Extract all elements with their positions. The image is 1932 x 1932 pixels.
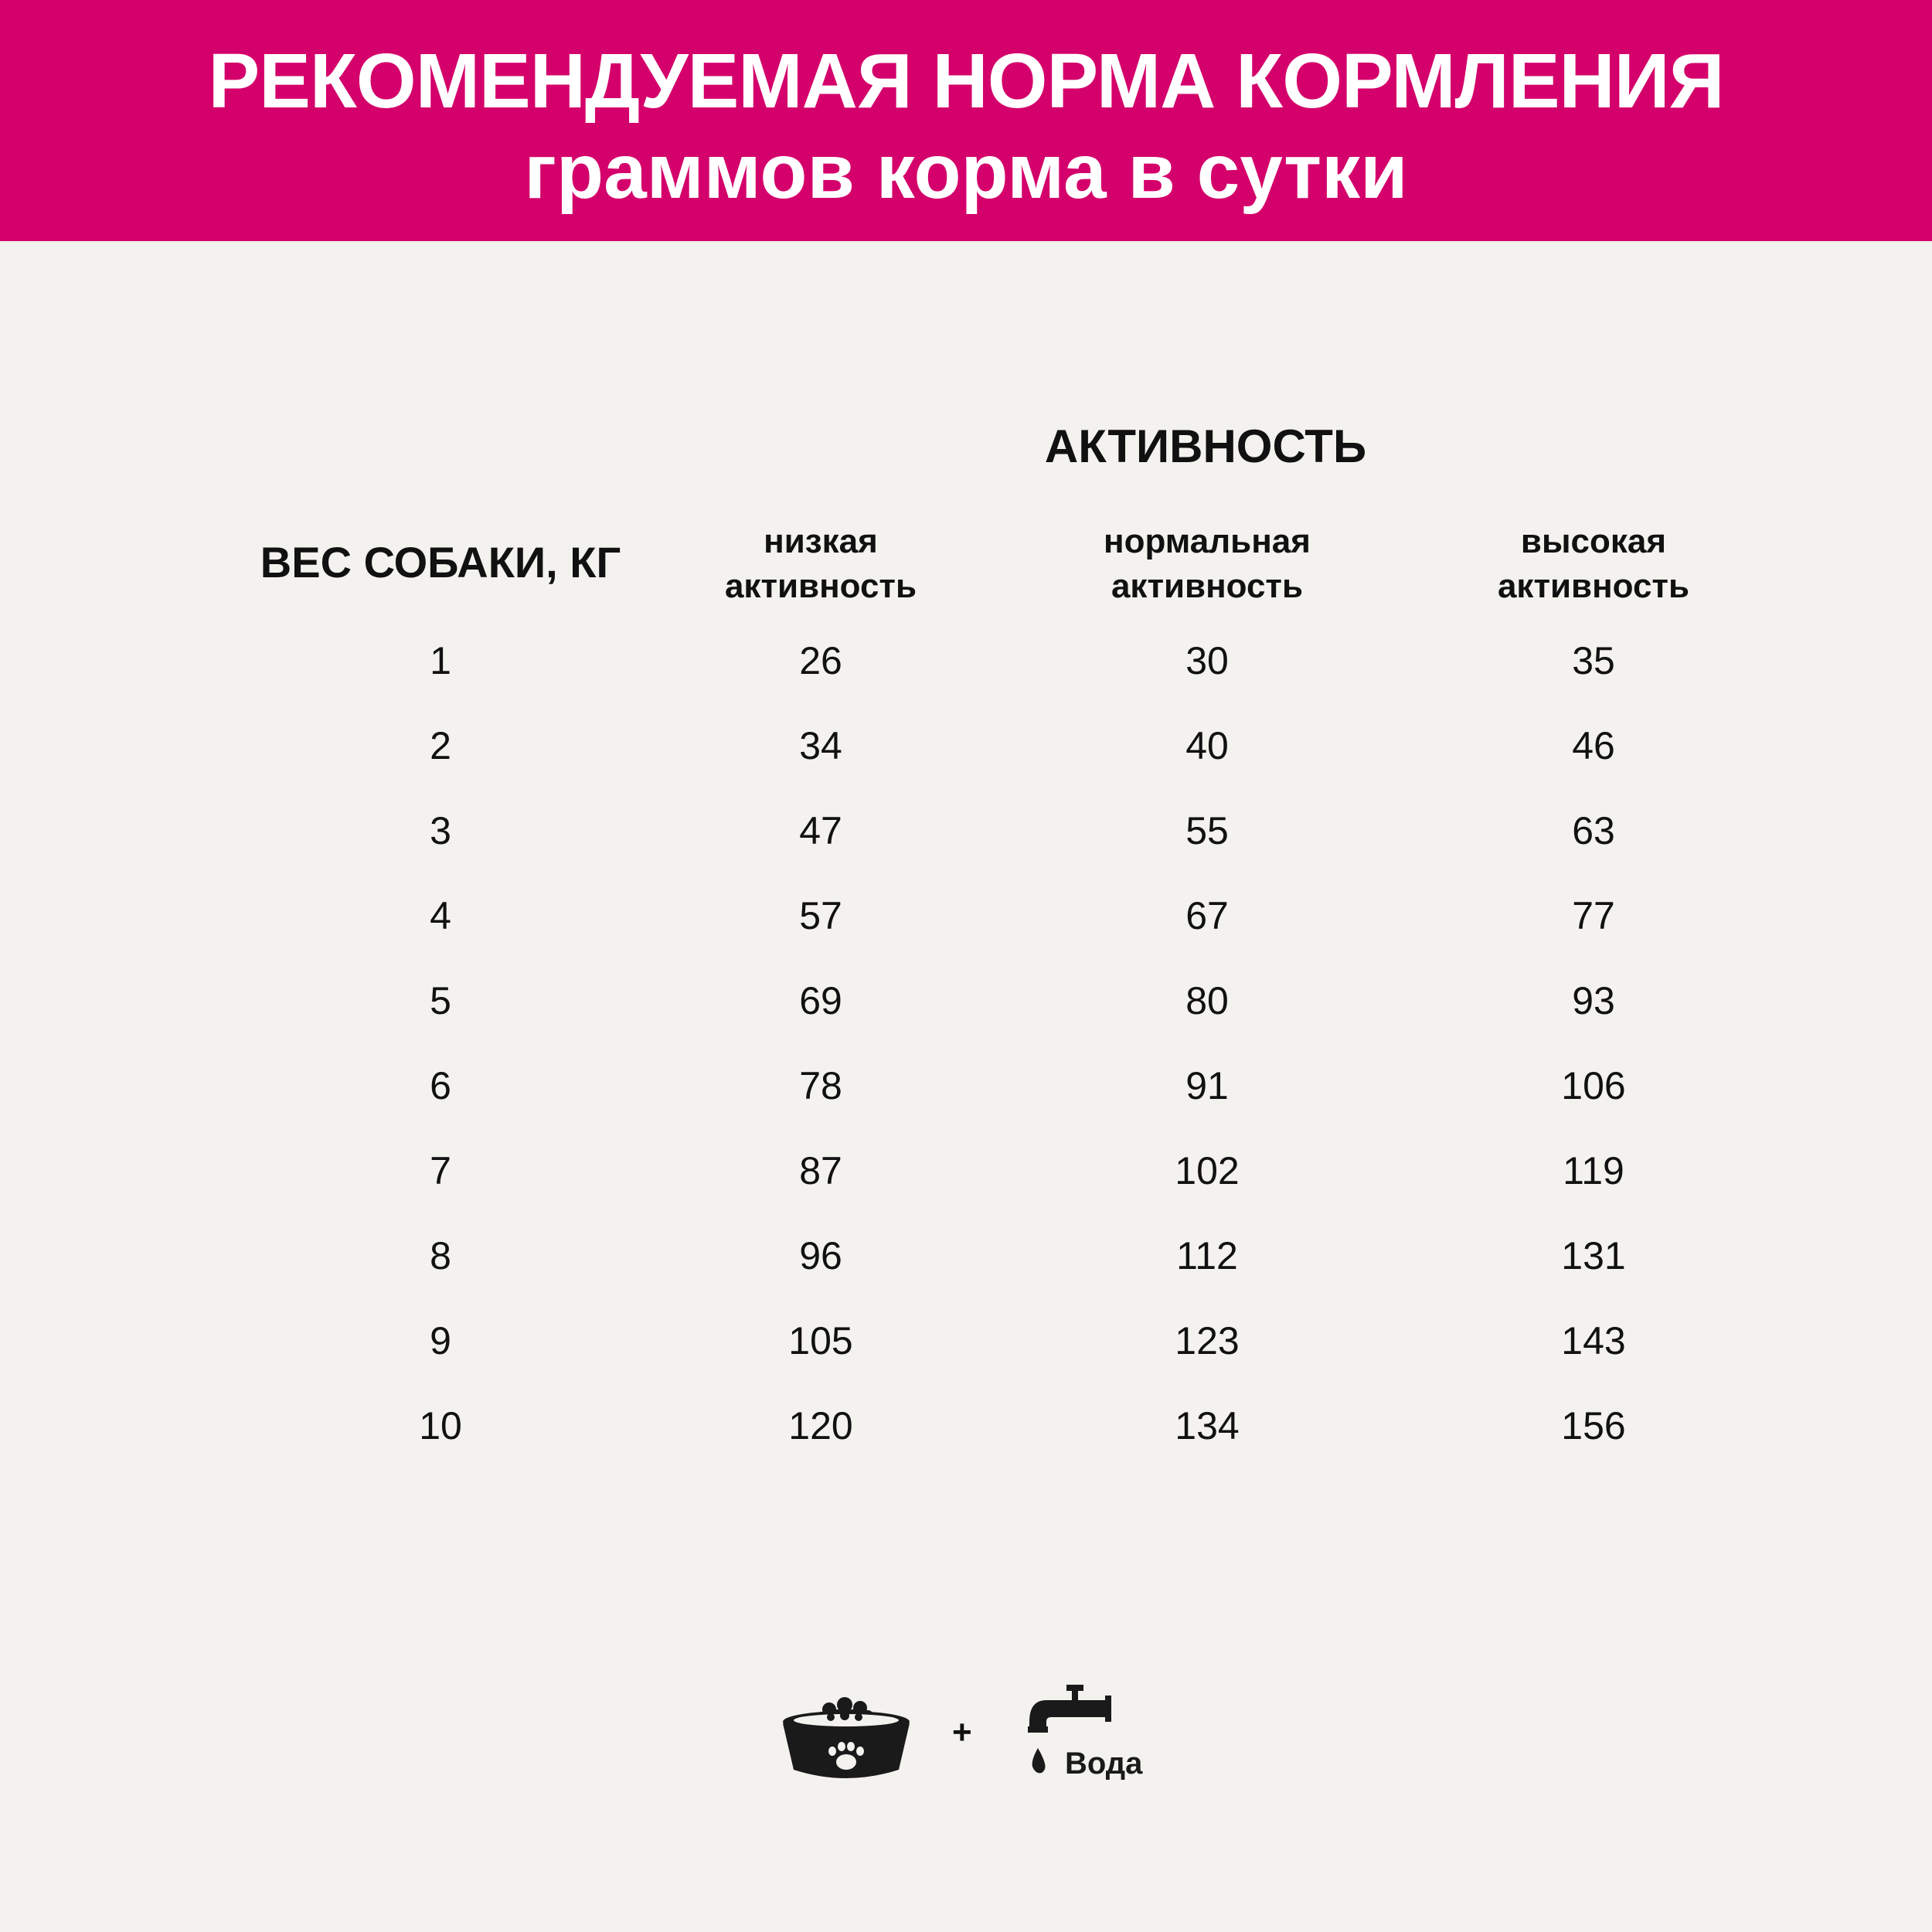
normal-activity-cell: 40: [1185, 724, 1229, 767]
plus-sign: +: [952, 1713, 972, 1751]
column-header-line: нормальная: [1104, 522, 1311, 560]
weight-cell: 4: [430, 894, 451, 937]
column-header-normal-activity: [1053, 519, 1362, 609]
table-row: [0, 889, 1932, 974]
table-row: [0, 974, 1932, 1059]
normal-activity-cell: 80: [1185, 979, 1229, 1022]
high-activity-cell: 119: [1563, 1149, 1624, 1192]
weight-cell: 9: [430, 1319, 451, 1362]
page-subtitle: граммов корма в сутки: [524, 128, 1408, 215]
low-activity-cell: 105: [788, 1319, 853, 1362]
low-activity-cell: 69: [799, 979, 842, 1022]
table-row: [0, 634, 1932, 719]
high-activity-cell: 143: [1561, 1319, 1626, 1362]
weight-cell: 6: [430, 1064, 451, 1107]
normal-activity-cell: 102: [1175, 1149, 1240, 1192]
normal-activity-cell: 112: [1176, 1234, 1238, 1277]
low-activity-cell: 26: [799, 639, 842, 682]
normal-activity-cell: 67: [1185, 894, 1229, 937]
column-header-high-activity: [1439, 519, 1748, 609]
dog-bowl-icon: [777, 1692, 916, 1785]
high-activity-cell: 106: [1561, 1064, 1626, 1107]
weight-cell: 3: [430, 809, 451, 852]
footer-icons: [0, 1677, 1932, 1793]
table-row: [0, 1144, 1932, 1229]
low-activity-cell: 78: [799, 1064, 842, 1107]
table-row: [0, 719, 1932, 804]
normal-activity-cell: 30: [1185, 639, 1229, 682]
column-header-line: активность: [1497, 567, 1690, 605]
weight-cell: 7: [430, 1149, 451, 1192]
column-header-line: низкая: [764, 522, 878, 560]
weight-cell: 10: [419, 1404, 462, 1447]
high-activity-cell: 77: [1572, 894, 1615, 937]
low-activity-cell: 120: [788, 1404, 853, 1447]
high-activity-cell: 156: [1561, 1404, 1626, 1447]
column-header-line: активность: [724, 567, 917, 605]
table-row: [0, 1314, 1932, 1399]
weight-cell: 5: [430, 979, 451, 1022]
table-row: [0, 1229, 1932, 1314]
column-header-line: активность: [1111, 567, 1304, 605]
column-header-line: высокая: [1520, 522, 1667, 560]
table-row: [0, 1059, 1932, 1144]
water-label: Вода: [1065, 1747, 1143, 1781]
table-row: [0, 804, 1932, 889]
header-banner: [0, 0, 1932, 241]
low-activity-cell: 57: [799, 894, 842, 937]
high-activity-cell: 63: [1572, 809, 1615, 852]
low-activity-cell: 34: [799, 724, 842, 767]
normal-activity-cell: 55: [1185, 809, 1229, 852]
weight-cell: 2: [430, 724, 451, 767]
activity-heading: АКТИВНОСТЬ: [1044, 420, 1367, 472]
high-activity-cell: 46: [1572, 724, 1615, 767]
table-row: [0, 1399, 1932, 1484]
low-activity-cell: 47: [799, 809, 842, 852]
high-activity-cell: 131: [1561, 1234, 1626, 1277]
low-activity-cell: 87: [799, 1149, 842, 1192]
weight-column-header: ВЕС СОБАКИ, КГ: [260, 538, 621, 587]
weight-cell: 8: [430, 1234, 451, 1277]
column-header-low-activity: [666, 519, 975, 609]
normal-activity-cell: 123: [1175, 1319, 1240, 1362]
high-activity-cell: 35: [1572, 639, 1615, 682]
high-activity-cell: 93: [1572, 979, 1615, 1022]
page-title: РЕКОМЕНДУЕМАЯ НОРМА КОРМЛЕНИЯ: [208, 38, 1724, 124]
feeding-table: [0, 634, 1932, 1484]
low-activity-cell: 96: [799, 1234, 842, 1277]
weight-cell: 1: [430, 639, 451, 682]
normal-activity-cell: 134: [1175, 1404, 1240, 1447]
normal-activity-cell: 91: [1185, 1064, 1229, 1107]
